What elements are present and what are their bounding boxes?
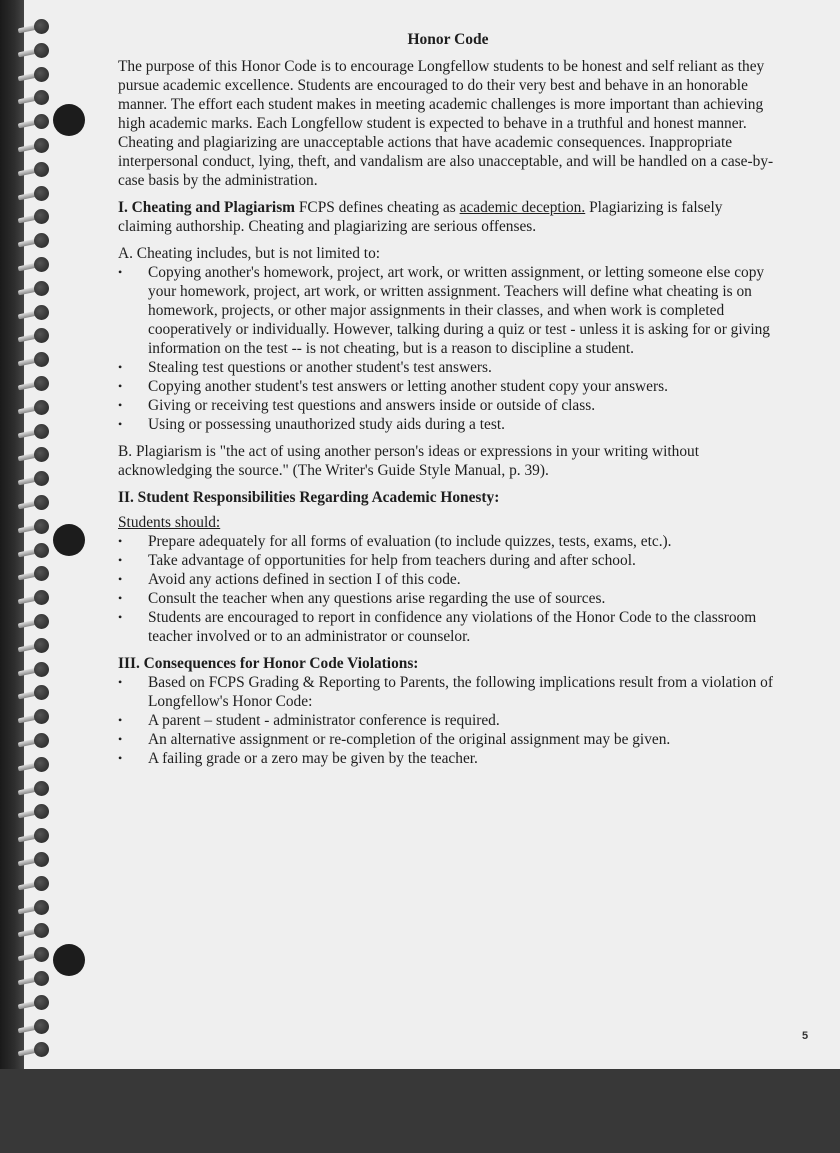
spiral-ring	[18, 757, 48, 773]
list-item: • Copying another student's test answers or letting another student copy your answers.	[118, 377, 778, 396]
spiral-ring	[18, 971, 48, 987]
section-3-heading: III. Consequences for Honor Code Violations:	[118, 655, 419, 672]
spiral-ring	[18, 19, 48, 35]
list-item: • A parent – student - administrator conference is required.	[118, 711, 778, 730]
section-1-heading: I. Cheating and Plagiarism	[118, 199, 296, 216]
spiral-ring	[18, 257, 48, 273]
spiral-ring	[18, 43, 48, 59]
spiral-ring	[18, 876, 48, 892]
intro-paragraph: The purpose of this Honor Code is to encourage Longfellow students to be honest and self reliant as they pursue academic excellence. Students are encouraged to do their very best and behave in an honorable manner. The effort each student makes in meeting academic challenges is more important than achieving high academic marks. Each Longfellow student is expected to behave in a truthful and honest manner. Cheating and plagiarizing are unacceptable actions that have academic consequences. Inappropriate interpersonal conduct, lying, theft, and vandalism are also unacceptable, and will be handled on a case-by-case basis by the administration.	[118, 58, 774, 189]
list-item: • Prepare adequately for all forms of evaluation (to include quizzes, tests, exams, etc.).	[118, 532, 778, 551]
spiral-ring	[18, 186, 48, 202]
spiral-ring	[18, 781, 48, 797]
list-item: • Students are encouraged to report in confidence any violations of the Honor Code to the classroom teacher involved or to an administrator or counselor.	[118, 608, 778, 646]
spiral-ring	[18, 947, 48, 963]
spiral-ring	[18, 447, 48, 463]
list-item: • Consult the teacher when any questions arise regarding the use of sources.	[118, 589, 778, 608]
spiral-ring	[18, 90, 48, 106]
list-item: • Take advantage of opportunities for help from teachers during and after school.	[118, 551, 778, 570]
list-item: • Based on FCPS Grading & Reporting to Parents, the following implications result from a violation of Longfellow's Honor Code:	[118, 673, 778, 711]
spiral-ring	[18, 638, 48, 654]
list-item: • Stealing test questions or another student's test answers.	[118, 358, 778, 377]
consequences-list	[118, 673, 778, 768]
document-body	[118, 30, 778, 776]
list-item: • Giving or receiving test questions and answers inside or outside of class.	[118, 396, 778, 415]
spiral-ring	[18, 209, 48, 225]
spiral-ring	[18, 1019, 48, 1035]
spiral-ring	[18, 138, 48, 154]
spiral-ring	[18, 305, 48, 321]
spiral-ring	[18, 590, 48, 606]
spiral-ring	[18, 685, 48, 701]
subsection-a-label: A. Cheating includes, but is not limited to:	[118, 245, 381, 262]
spiral-ring	[18, 543, 48, 559]
spiral-ring	[18, 828, 48, 844]
spiral-ring	[18, 114, 48, 130]
spiral-ring	[18, 566, 48, 582]
spiral-ring	[18, 852, 48, 868]
spiral-ring	[18, 662, 48, 678]
subsection-b-plagiarism: B. Plagiarism is "the act of using another person's ideas or expressions in your writing without acknowledging the source." (The Writer's Guide Style Manual, p. 39).	[118, 443, 699, 479]
list-item: • Copying another's homework, project, art work, or written assignment, or letting someone else copy your homework, project, art work, or written assignment. Teachers will define what cheating is on homework, projects, or other major assignments in their classes, and when work is completed cooperatively or individually. However, talking during a quiz or test - unless it is asking for or giving information on the test -- is not cheating, but is a reason to discipline a student.	[118, 263, 778, 358]
spiral-ring	[18, 328, 48, 344]
spiral-ring	[18, 67, 48, 83]
spiral-ring	[18, 233, 48, 249]
spiral-ring	[18, 733, 48, 749]
spiral-ring	[18, 376, 48, 392]
spiral-ring	[18, 424, 48, 440]
section-1-text-cont: Plagiarizing is falsely claiming authorship. Cheating and plagiarizing are serious offenses.	[118, 199, 723, 235]
page-number: 5	[802, 1030, 809, 1042]
spiral-ring	[18, 495, 48, 511]
spiral-ring	[18, 923, 48, 939]
scanner-background	[0, 1069, 840, 1153]
responsibilities-list	[118, 532, 778, 646]
list-item: • An alternative assignment or re-completion of the original assignment may be given.	[118, 730, 778, 749]
punch-hole	[53, 104, 85, 136]
list-item: • Avoid any actions defined in section I of this code.	[118, 570, 778, 589]
list-item: • Using or possessing unauthorized study aids during a test.	[118, 415, 778, 434]
students-should-label: Students should:	[118, 514, 221, 531]
spiral-ring	[18, 162, 48, 178]
spiral-ring	[18, 519, 48, 535]
spiral-ring	[18, 400, 48, 416]
academic-deception-term: academic deception.	[459, 199, 586, 216]
spiral-ring	[18, 352, 48, 368]
spiral-ring	[18, 900, 48, 916]
document-title: Honor Code	[407, 31, 489, 48]
section-1-text: FCPS defines cheating as	[295, 199, 460, 216]
spiral-ring	[18, 995, 48, 1011]
punch-hole	[53, 524, 85, 556]
spiral-ring	[18, 614, 48, 630]
spiral-ring	[18, 281, 48, 297]
spiral-ring	[18, 804, 48, 820]
spiral-ring	[18, 1042, 48, 1058]
spiral-ring	[18, 471, 48, 487]
spiral-ring	[18, 709, 48, 725]
punch-hole	[53, 944, 85, 976]
cheating-list	[118, 263, 778, 434]
section-1-paragraph	[118, 198, 778, 236]
list-item: • A failing grade or a zero may be given by the teacher.	[118, 749, 778, 768]
section-2-heading: II. Student Responsibilities Regarding Academic Honesty:	[118, 489, 500, 506]
